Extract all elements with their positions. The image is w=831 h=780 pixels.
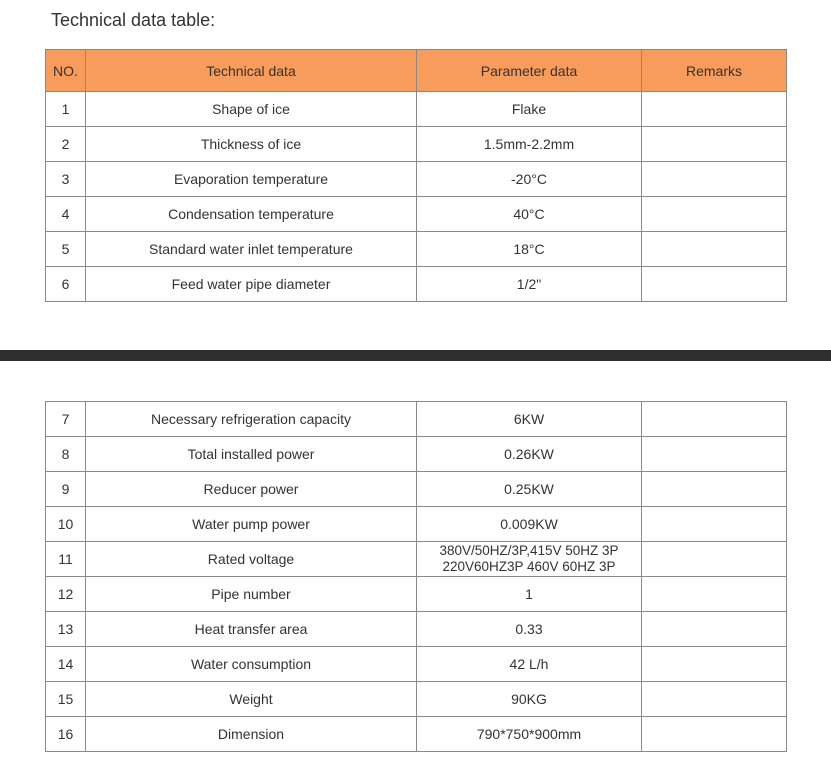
header-remarks: Remarks bbox=[642, 50, 787, 92]
cell-no: 6 bbox=[46, 267, 86, 302]
header-no: NO. bbox=[46, 50, 86, 92]
cell-parameter-data: 0.33 bbox=[417, 612, 642, 647]
table-row bbox=[46, 507, 787, 542]
cell-no: 10 bbox=[46, 507, 86, 542]
cell-no: 12 bbox=[46, 577, 86, 612]
cell-technical-data: Thickness of ice bbox=[86, 127, 417, 162]
cell-technical-data: Feed water pipe diameter bbox=[86, 267, 417, 302]
table-header-row bbox=[46, 50, 787, 92]
table-row bbox=[46, 402, 787, 437]
cell-technical-data: Weight bbox=[86, 682, 417, 717]
cell-parameter-data: -20°C bbox=[417, 162, 642, 197]
cell-remarks bbox=[642, 437, 787, 472]
cell-technical-data: Standard water inlet temperature bbox=[86, 232, 417, 267]
cell-no: 3 bbox=[46, 162, 86, 197]
table-row bbox=[46, 162, 787, 197]
table-row bbox=[46, 437, 787, 472]
cell-technical-data: Reducer power bbox=[86, 472, 417, 507]
cell-remarks bbox=[642, 162, 787, 197]
cell-technical-data: Necessary refrigeration capacity bbox=[86, 402, 417, 437]
cell-technical-data: Heat transfer area bbox=[86, 612, 417, 647]
cell-no: 1 bbox=[46, 92, 86, 127]
section-divider bbox=[0, 350, 831, 361]
cell-remarks bbox=[642, 577, 787, 612]
cell-parameter-data: 18°C bbox=[417, 232, 642, 267]
cell-parameter-data: 1 bbox=[417, 577, 642, 612]
cell-no: 5 bbox=[46, 232, 86, 267]
cell-remarks bbox=[642, 232, 787, 267]
table-row bbox=[46, 577, 787, 612]
cell-remarks bbox=[642, 267, 787, 302]
cell-remarks bbox=[642, 647, 787, 682]
cell-parameter-data: 0.009KW bbox=[417, 507, 642, 542]
cell-parameter-data: 0.25KW bbox=[417, 472, 642, 507]
page-title: Technical data table: bbox=[51, 10, 216, 30]
cell-no: 9 bbox=[46, 472, 86, 507]
cell-parameter-data: 1/2" bbox=[417, 267, 642, 302]
table-row bbox=[46, 682, 787, 717]
cell-remarks bbox=[642, 542, 787, 577]
cell-remarks bbox=[642, 472, 787, 507]
cell-no: 2 bbox=[46, 127, 86, 162]
cell-parameter-data: Flake bbox=[417, 92, 642, 127]
technical-data-table-part-2 bbox=[45, 401, 787, 752]
cell-remarks bbox=[642, 402, 787, 437]
cell-no: 4 bbox=[46, 197, 86, 232]
technical-data-table-part-1 bbox=[45, 49, 787, 302]
cell-parameter-data bbox=[417, 542, 642, 577]
table-row bbox=[46, 267, 787, 302]
rated-voltage-line-2: 220V60HZ3P 460V 60HZ 3P bbox=[442, 559, 616, 574]
cell-technical-data: Condensation temperature bbox=[86, 197, 417, 232]
cell-remarks bbox=[642, 507, 787, 542]
table-row bbox=[46, 197, 787, 232]
header-parameter-data: Parameter data bbox=[417, 50, 642, 92]
cell-parameter-data: 40°C bbox=[417, 197, 642, 232]
cell-no: 11 bbox=[46, 542, 86, 577]
cell-technical-data: Dimension bbox=[86, 717, 417, 752]
cell-no: 16 bbox=[46, 717, 86, 752]
cell-parameter-data: 0.26KW bbox=[417, 437, 642, 472]
cell-no: 8 bbox=[46, 437, 86, 472]
cell-technical-data: Water consumption bbox=[86, 647, 417, 682]
cell-no: 13 bbox=[46, 612, 86, 647]
cell-technical-data: Rated voltage bbox=[86, 542, 417, 577]
cell-technical-data: Pipe number bbox=[86, 577, 417, 612]
cell-technical-data: Evaporation temperature bbox=[86, 162, 417, 197]
cell-no: 15 bbox=[46, 682, 86, 717]
table-row bbox=[46, 92, 787, 127]
table-row bbox=[46, 472, 787, 507]
rated-voltage-line-1: 380V/50HZ/3P,415V 50HZ 3P bbox=[439, 543, 619, 558]
cell-no: 7 bbox=[46, 402, 86, 437]
cell-remarks bbox=[642, 127, 787, 162]
cell-remarks bbox=[642, 92, 787, 127]
table-row bbox=[46, 542, 787, 577]
cell-remarks bbox=[642, 612, 787, 647]
cell-parameter-data: 90KG bbox=[417, 682, 642, 717]
cell-parameter-data: 6KW bbox=[417, 402, 642, 437]
table-row bbox=[46, 647, 787, 682]
cell-technical-data: Total installed power bbox=[86, 437, 417, 472]
table-row bbox=[46, 232, 787, 267]
cell-remarks bbox=[642, 197, 787, 232]
table-row bbox=[46, 127, 787, 162]
table-row bbox=[46, 717, 787, 752]
cell-technical-data: Shape of ice bbox=[86, 92, 417, 127]
cell-parameter-data: 42 L/h bbox=[417, 647, 642, 682]
cell-remarks bbox=[642, 717, 787, 752]
header-technical-data: Technical data bbox=[86, 50, 417, 92]
cell-parameter-data: 790*750*900mm bbox=[417, 717, 642, 752]
cell-technical-data: Water pump power bbox=[86, 507, 417, 542]
table-row bbox=[46, 612, 787, 647]
cell-remarks bbox=[642, 682, 787, 717]
cell-no: 14 bbox=[46, 647, 86, 682]
cell-parameter-data: 1.5mm-2.2mm bbox=[417, 127, 642, 162]
